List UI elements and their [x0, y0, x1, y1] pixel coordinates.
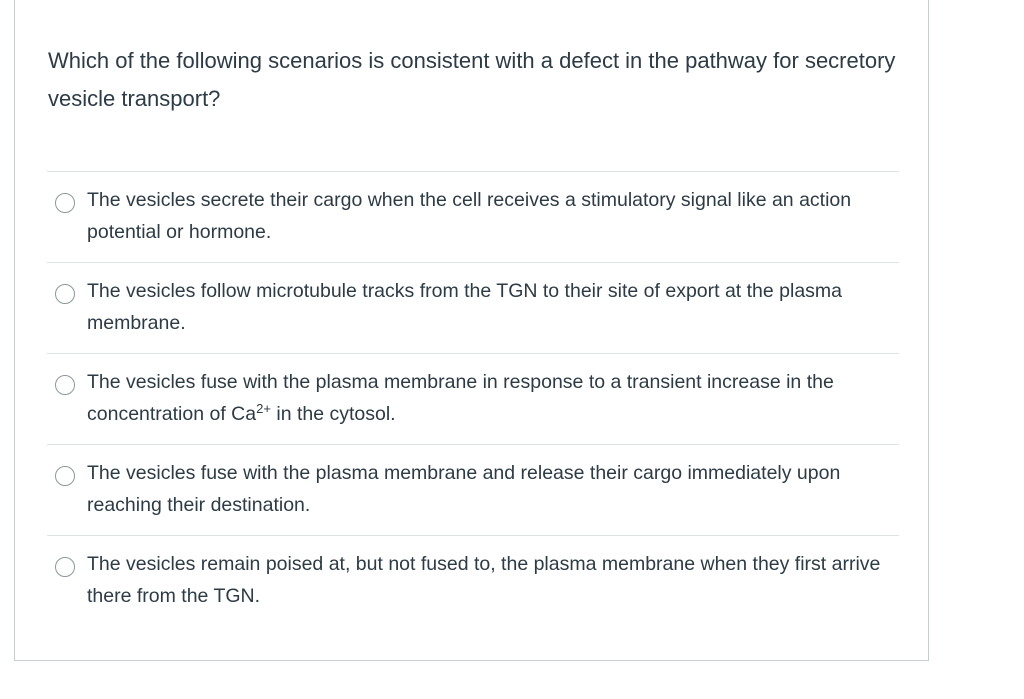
answer-label-4[interactable]: The vesicles fuse with the plasma membrane and release their cargo immediately upon reaching their destination. [87, 462, 841, 516]
question-card [14, 0, 929, 661]
radio-button-1[interactable] [55, 193, 75, 213]
answer-label-3[interactable] [87, 366, 887, 430]
answer-option-1[interactable] [47, 171, 899, 262]
answer-label-1[interactable]: The vesicles secrete their cargo when the cell receives a stimulatory signal like an action potential or hormone. [87, 189, 852, 243]
answer-option-2[interactable] [47, 262, 899, 353]
calcium-charge-superscript: 2+ [256, 401, 271, 416]
answer-option-3[interactable] [47, 353, 899, 444]
radio-button-3[interactable] [55, 375, 75, 395]
answer-label-3-after: in the cytosol. [270, 403, 396, 425]
answer-label-5[interactable]: The vesicles remain poised at, but not fused to, the plasma membrane when they first arrive there from the TGN. [87, 553, 881, 607]
answer-option-5[interactable] [47, 535, 899, 626]
radio-button-2[interactable] [55, 284, 75, 304]
answer-label-3-before: The vesicles fuse with the plasma membrane in response to a transient increase in the concentration of Ca [87, 371, 834, 425]
radio-button-5[interactable] [55, 557, 75, 577]
answer-option-4[interactable] [47, 444, 899, 535]
radio-button-4[interactable] [55, 466, 75, 486]
answer-label-2[interactable]: The vesicles follow microtubule tracks from the TGN to their site of export at the plasma membrane. [87, 280, 843, 334]
answer-list [47, 171, 899, 626]
question-text: Which of the following scenarios is consistent with a defect in the pathway for secretory vesicle transport? [48, 48, 896, 111]
